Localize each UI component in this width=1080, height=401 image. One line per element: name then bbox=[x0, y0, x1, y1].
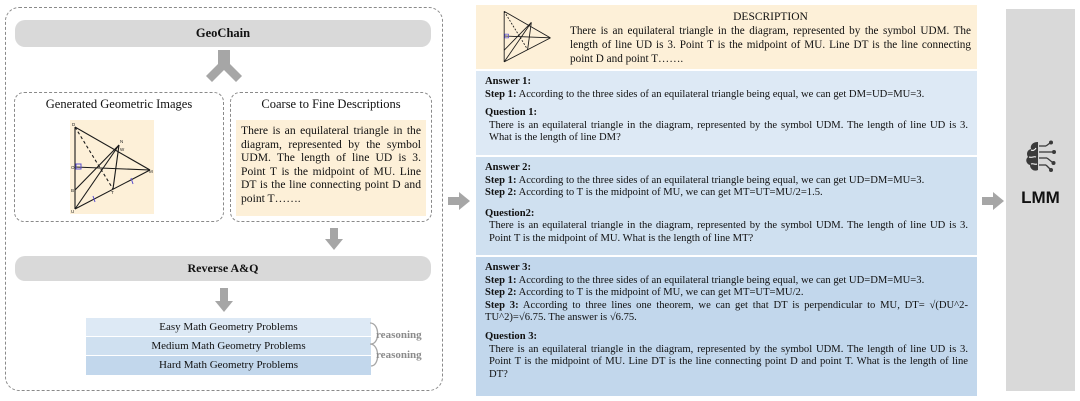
medium-problems: Medium Math Geometry Problems bbox=[86, 337, 371, 355]
geometric-figure bbox=[70, 120, 154, 214]
label-D: D bbox=[72, 122, 76, 127]
reasoning-curves bbox=[368, 320, 382, 372]
down-arrow-1 bbox=[325, 228, 343, 250]
split-arrow bbox=[196, 50, 252, 90]
answer-3-label: Answer 3: bbox=[485, 262, 532, 273]
label-T: T bbox=[111, 190, 114, 195]
right-arrow-2 bbox=[982, 192, 1004, 210]
question-2-label: Question2: bbox=[485, 207, 535, 219]
label-M: M bbox=[149, 169, 153, 174]
description-text: There is an equilateral triangle in the diagram, represented by the symbol UDM. The length of line UD is 3. Point T is the midpoint of MU. Line DT is the line connecting point D and point T……. bbox=[570, 25, 971, 65]
generated-images-title: Generated Geometric Images bbox=[45, 97, 193, 111]
answer-2-step-1: Step 1: According to the three sides of an equilateral triangle being equal, we can get UD=DM=MU=3. bbox=[485, 174, 925, 186]
descriptions-title: Coarse to Fine Descriptions bbox=[261, 97, 401, 111]
description-thumbnail bbox=[498, 7, 556, 65]
answer-1-label: Answer 1: bbox=[485, 76, 532, 87]
answer-1-step-1: Step 1: According to the three sides of an equilateral triangle being equal, we can get DM=UD=MU=3. bbox=[485, 88, 925, 100]
geochain-title: GeoChain bbox=[15, 20, 431, 47]
question-1-text: There is an equilateral triangle in the diagram, represented by the symbol UDM. The length of line UD is 3. What is the length of line DM? bbox=[489, 119, 968, 144]
lmm-label: LMM bbox=[1021, 188, 1060, 207]
down-arrow-2 bbox=[215, 288, 233, 312]
qa-block-1 bbox=[476, 71, 977, 155]
question-3-label: Question 3: bbox=[485, 330, 538, 342]
answer-2-step-2: Step 2: According to T is the midpoint of MU, we can get MT=UT=MU/2=1.5. bbox=[485, 187, 823, 199]
question-1-label: Question 1: bbox=[485, 107, 538, 119]
answer-3-step-3: Step 3: According to three lines one theorem, we can get that DT is perpendicular to MU, DT= √(DU^2-TU^2)=√6.75. The answer is √6.75. bbox=[485, 299, 968, 324]
question-2-text: There is an equilateral triangle in the diagram, represented by the symbol UDM. The length of line UD is 3. Point T is the midpoint of MU. What is the length of line MT? bbox=[489, 220, 968, 244]
answer-2-label: Answer 2: bbox=[485, 162, 532, 173]
easy-problems: Easy Math Geometry Problems bbox=[86, 318, 371, 336]
brain-circuit-icon bbox=[1022, 138, 1060, 176]
qa-block-3 bbox=[476, 257, 977, 396]
hard-problems: Hard Math Geometry Problems bbox=[86, 356, 371, 375]
question-3-text: There is an equilateral triangle in the diagram, represented by the symbol UDM. The length of line UD is 3. Point T is the midpoint of MU. Line DT is the line connecting point D and point T. What is the length of line DT? bbox=[489, 343, 968, 380]
descriptions-text: There is an equilateral triangle in the diagram, represented by the symbol UDM. The length of line UD is 3. Point T is the midpoint of MU. Line DT is the line connecting point D and point T……. bbox=[236, 120, 426, 216]
answer-3-step-2: Step 2: According to T is the midpoint of MU, we can get MT=UT=MU/2. bbox=[485, 287, 804, 299]
label-N: N bbox=[120, 139, 124, 144]
qa-block-2 bbox=[476, 157, 977, 255]
reasoning-label-2: reasoning bbox=[376, 349, 422, 361]
reverse-aq-title: Reverse A&Q bbox=[15, 256, 431, 281]
reasoning-label-1: reasoning bbox=[376, 329, 422, 341]
label-U: U bbox=[71, 209, 75, 214]
right-arrow-1 bbox=[448, 192, 470, 210]
description-header: DESCRIPTION bbox=[733, 11, 808, 23]
label-O: O bbox=[71, 165, 75, 170]
label-B: B bbox=[71, 188, 75, 193]
label-W: W bbox=[120, 147, 125, 152]
answer-3-step-1: Step 1: According to the three sides of an equilateral triangle being equal, we can get UD=DM=MU=3. bbox=[485, 274, 925, 286]
